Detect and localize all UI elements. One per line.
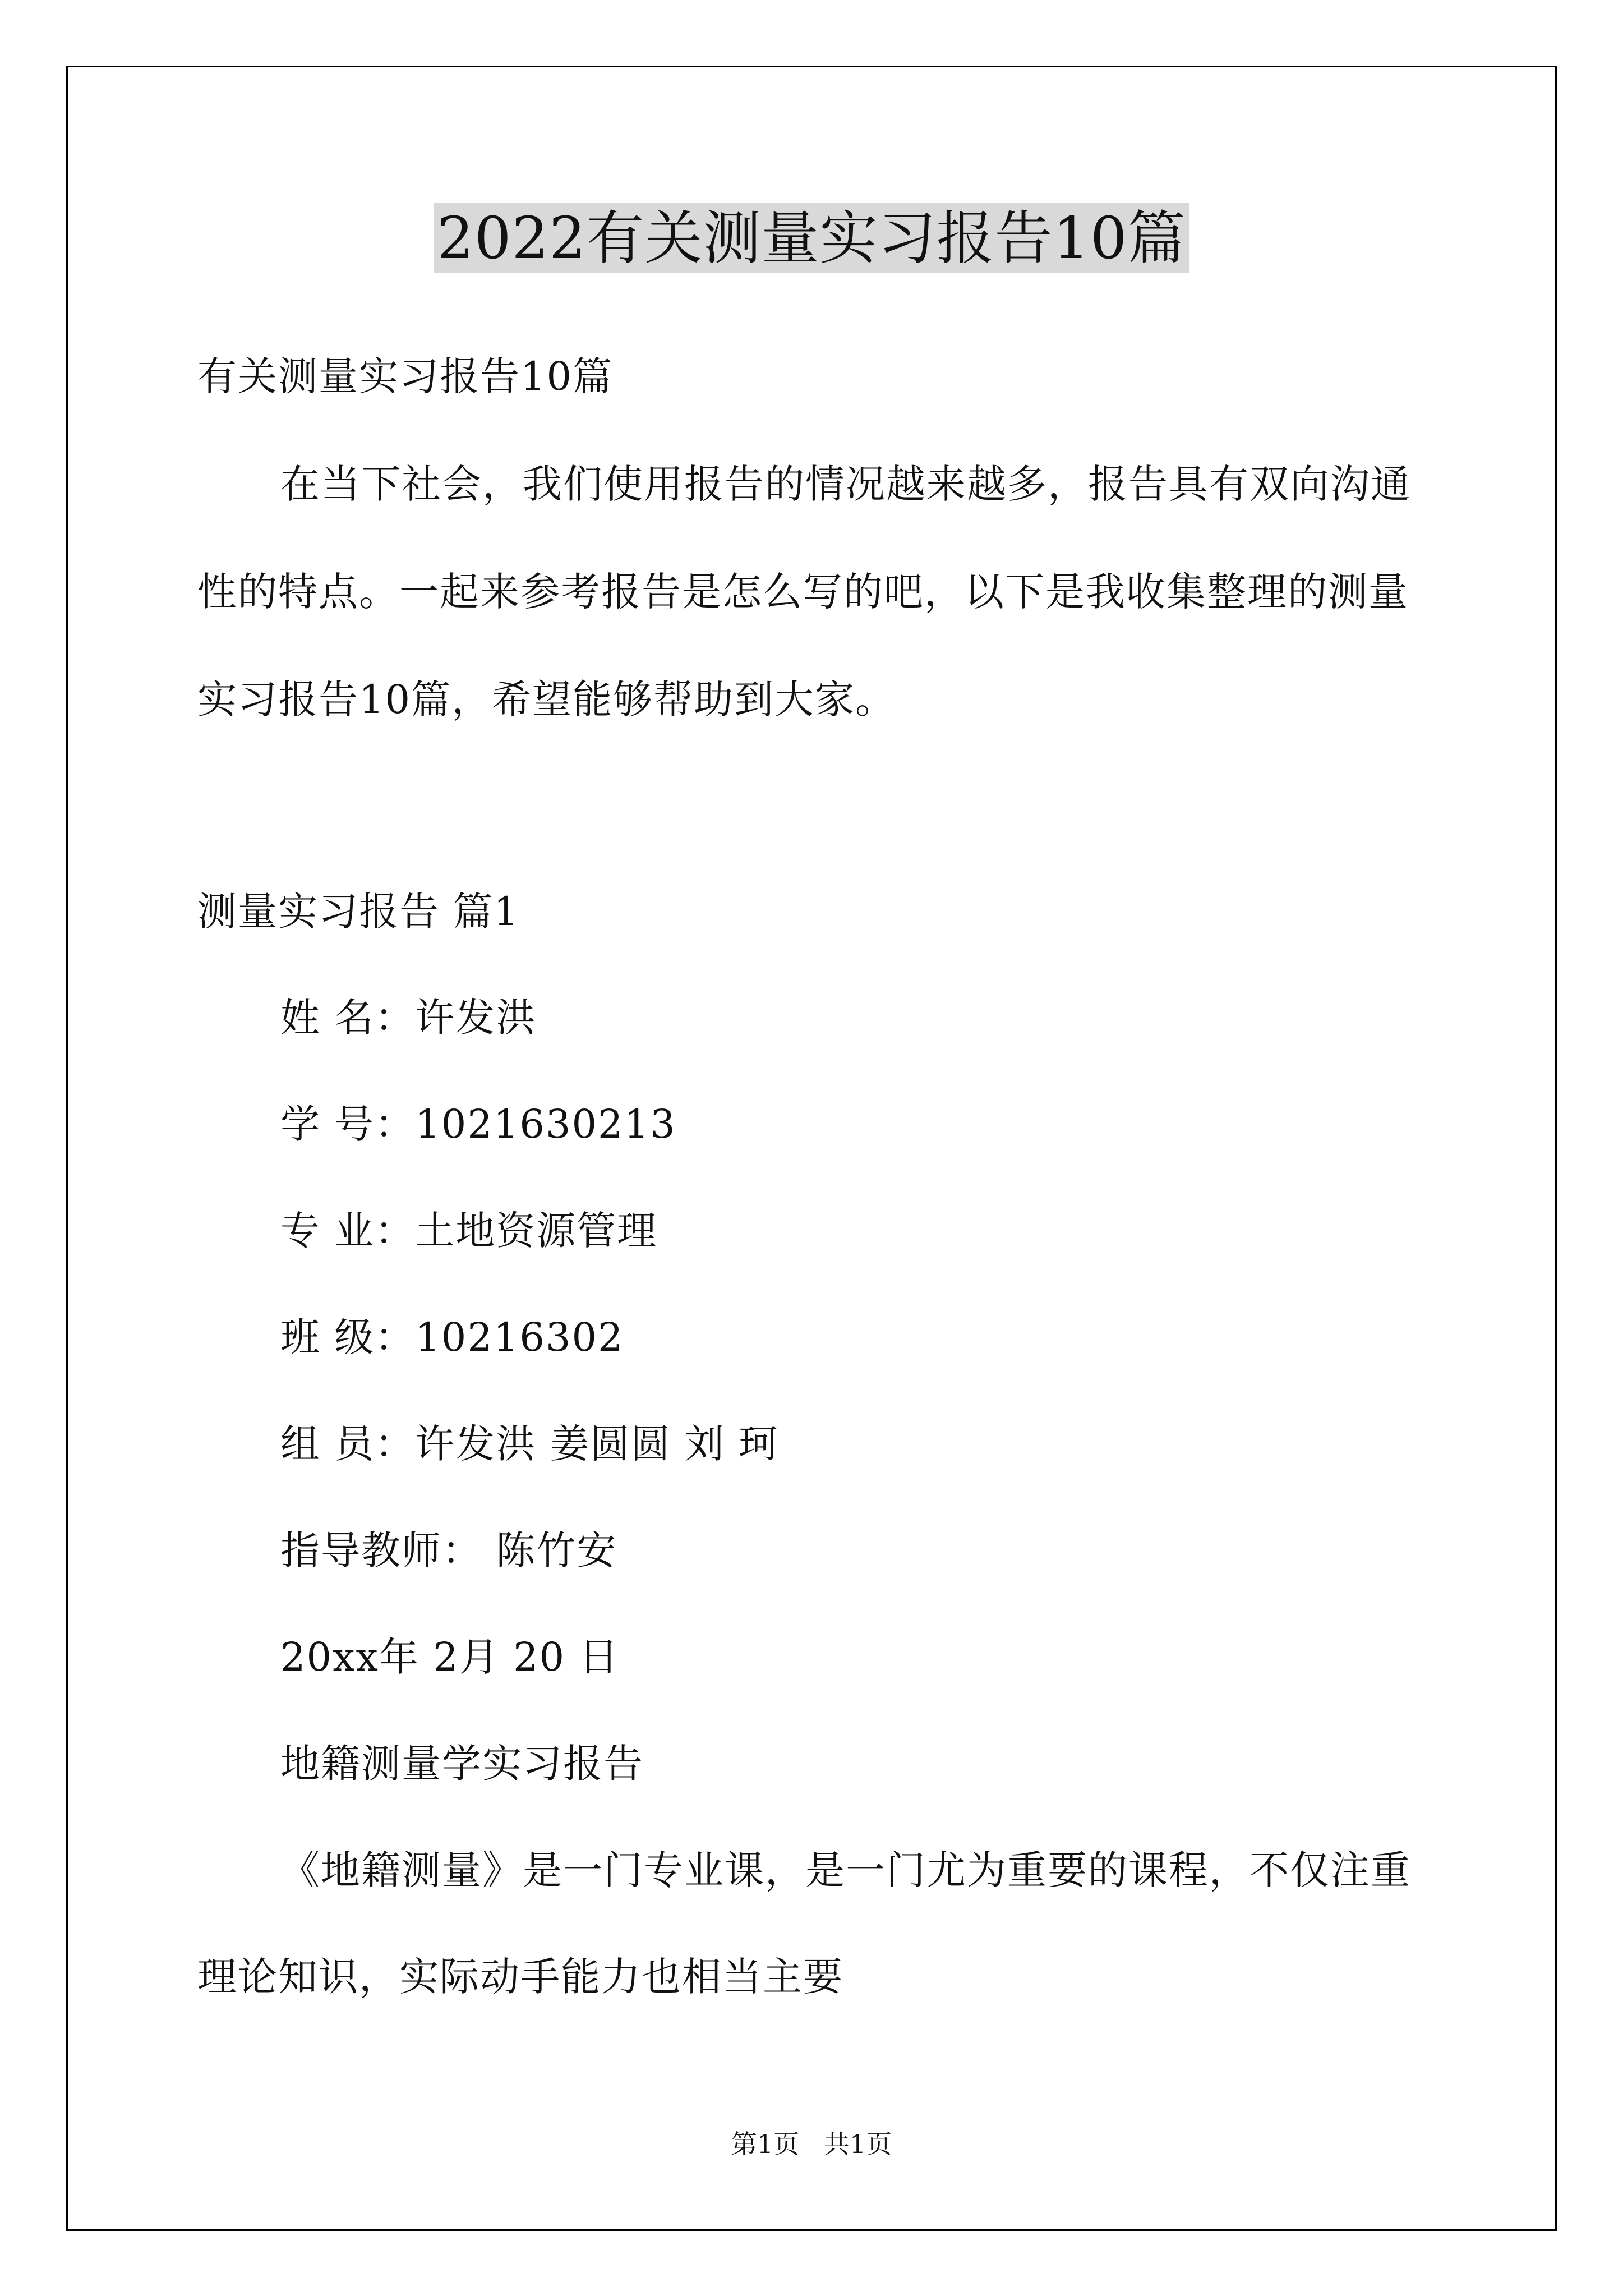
document-title [0,203,1623,273]
info-advisor: 指导教师： 陈竹安 [280,1527,617,1573]
document-title-text: 2022有关测量实习报告10篇 [434,203,1189,273]
info-members: 组 员：许发洪 姜圆圆 刘 珂 [280,1421,780,1467]
info-class: 班 级：10216302 [280,1314,624,1360]
section-heading: 测量实习报告 篇1 [197,889,520,935]
intro-line-1: 在当下社会，我们使用报告的情况越来越多，报告具有双向沟通 [280,461,1411,507]
intro-line-3: 实习报告10篇，希望能够帮助到大家。 [197,677,896,723]
page-footer: 第1页 共1页 [731,2129,892,2159]
body-line-1: 《地籍测量》是一门专业课，是一门尤为重要的课程，不仅注重 [280,1847,1411,1893]
info-name: 姓 名：许发洪 [280,995,537,1041]
report-heading: 地籍测量学实习报告 [280,1741,644,1787]
intro-line-2: 性的特点。一起来参考报告是怎么写的吧，以下是我收集整理的测量 [197,569,1409,615]
info-date: 20xx年 2月 20 日 [280,1634,620,1680]
info-major: 专 业：土地资源管理 [280,1208,658,1254]
document-subtitle: 有关测量实习报告10篇 [197,353,614,399]
body-line-2: 理论知识，实际动手能力也相当主要 [197,1954,843,2000]
info-student-id: 学 号：1021630213 [280,1101,676,1147]
